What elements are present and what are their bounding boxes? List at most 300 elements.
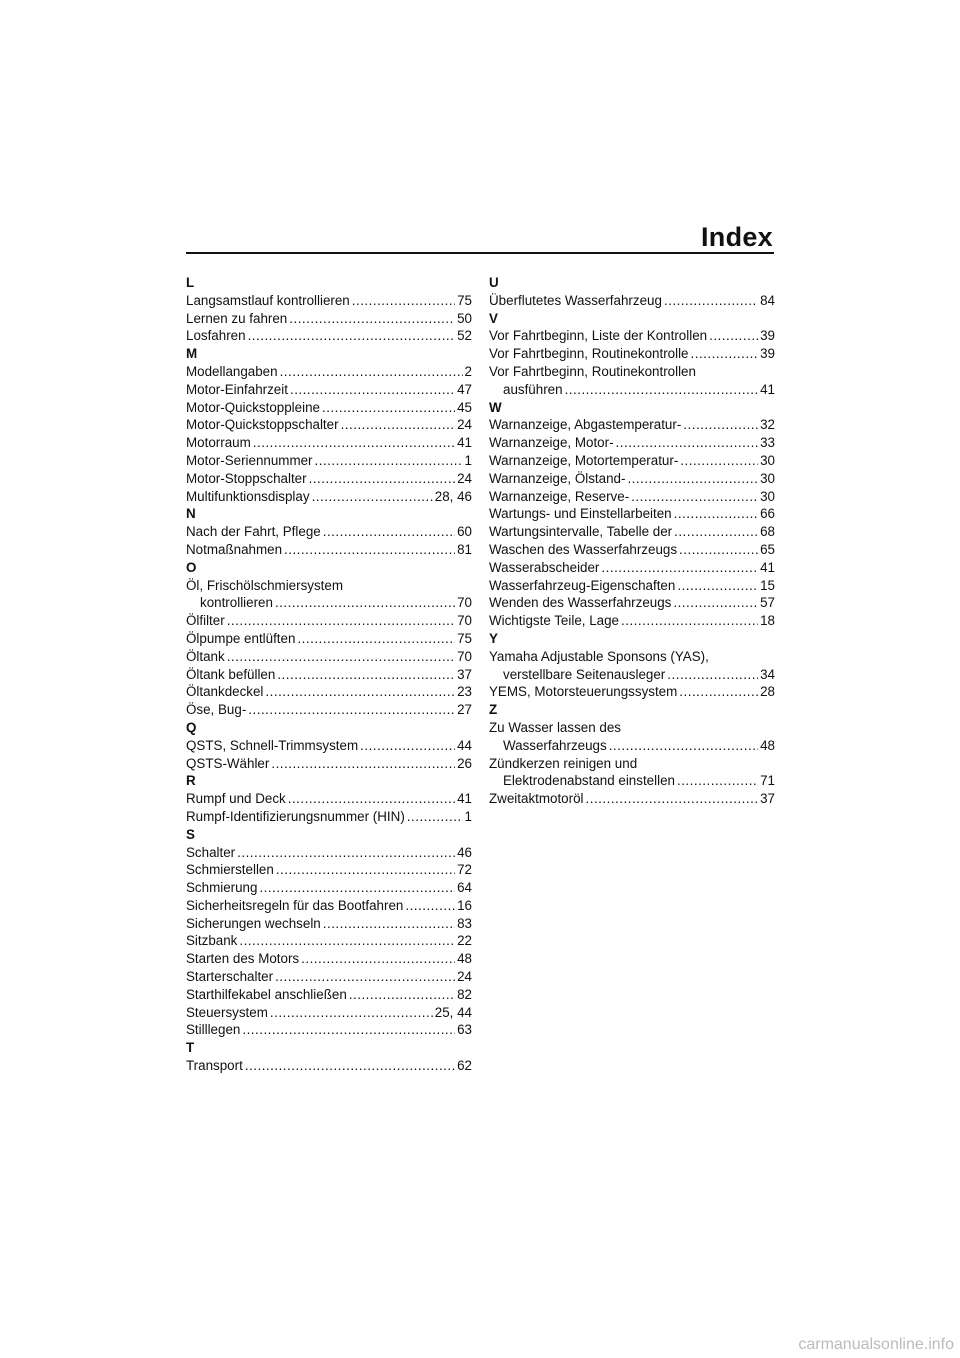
dot-leader (407, 808, 463, 826)
index-entry-line (489, 559, 775, 577)
index-entry-text: Motor-Einfahrzeit (186, 381, 288, 397)
index-page-number: 48 (457, 951, 472, 967)
index-entry (186, 470, 472, 488)
index-entry (489, 327, 775, 345)
index-entry-text: Elektrodenabstand einstellen (503, 773, 675, 789)
dot-leader (679, 541, 758, 559)
index-page-number: 70 (457, 595, 472, 611)
index-entry (186, 612, 472, 630)
index-page-number: 81 (457, 541, 472, 557)
index-entry (489, 523, 775, 541)
index-page-number: 41 (760, 559, 775, 575)
dot-leader (259, 879, 455, 897)
index-entry-text: Öltankdeckel (186, 684, 264, 700)
dot-leader (253, 434, 455, 452)
index-entry (186, 1004, 472, 1022)
index-page-number: 75 (457, 630, 472, 646)
index-page-number: 63 (457, 1022, 472, 1038)
index-page-number: 28 (760, 684, 775, 700)
index-entry-text: Öl, Frischölschmiersystem (186, 577, 343, 593)
index-page-number: 44 (457, 737, 472, 753)
dot-leader (664, 292, 758, 310)
index-entry-text: Motorraum (186, 435, 251, 451)
index-entry-line (186, 1004, 472, 1022)
index-entry-line (489, 505, 775, 523)
index-entry-line (186, 630, 472, 648)
index-entry-line (186, 541, 472, 559)
index-page-number: 57 (760, 595, 775, 611)
index-entry (489, 292, 775, 310)
index-entry-text: Stilllegen (186, 1022, 241, 1038)
dot-leader (679, 683, 758, 701)
index-entry-line (489, 488, 775, 506)
index-entry-line (489, 292, 775, 310)
index-entry-line (489, 666, 775, 684)
index-page-number: 70 (457, 648, 472, 664)
dot-leader (312, 488, 433, 506)
index-page-number: 30 (760, 488, 775, 504)
dot-leader (275, 968, 455, 986)
index-letter-heading: N (186, 506, 196, 522)
index-entry-line (489, 737, 775, 755)
index-entry-text: Losfahren (186, 328, 246, 344)
index-letter-heading: V (489, 310, 498, 326)
index-entry (489, 470, 775, 488)
index-entry (489, 683, 775, 701)
index-entry-line (186, 844, 472, 862)
dot-leader (288, 790, 455, 808)
index-entry-line (489, 327, 775, 345)
index-page-number: 34 (760, 666, 775, 682)
index-page-number: 68 (760, 524, 775, 540)
title-rule (186, 252, 774, 254)
dot-leader (280, 363, 463, 381)
index-entry-text: Wartungs- und Einstellarbeiten (489, 506, 672, 522)
index-entry (186, 1021, 472, 1039)
index-entry-line (489, 363, 775, 381)
index-entry-text: Warnanzeige, Motor- (489, 435, 614, 451)
index-entry (489, 416, 775, 434)
index-entry-line (489, 523, 775, 541)
dot-leader (683, 416, 758, 434)
index-entry-line (489, 434, 775, 452)
index-entry-line (186, 470, 472, 488)
index-page-number: 71 (760, 773, 775, 789)
index-entry (186, 683, 472, 701)
index-entry-line (489, 772, 775, 790)
page-title: Index (700, 222, 773, 252)
index-entry (186, 292, 472, 310)
dot-leader (349, 986, 455, 1004)
index-entry (186, 434, 472, 452)
index-entry (186, 666, 472, 684)
index-entry-line (489, 719, 775, 737)
index-page-number: 46 (457, 844, 472, 860)
index-entry-text: Sicherheitsregeln für das Bootfahren (186, 897, 404, 913)
index-page-number: 75 (457, 292, 472, 308)
index-entry-text: Nach der Fahrt, Pflege (186, 524, 321, 540)
index-entry (186, 915, 472, 933)
index-entry-text: QSTS-Wähler (186, 755, 270, 771)
index-entry-line (186, 950, 472, 968)
index-page-number: 25, 44 (434, 1004, 472, 1020)
index-entry (186, 488, 472, 506)
dot-leader (275, 594, 455, 612)
index-entry-text: Schmierstellen (186, 862, 274, 878)
index-letter-heading: Q (186, 719, 197, 735)
index-entry-text: Warnanzeige, Motortemperatur- (489, 452, 679, 468)
index-letter-heading: W (489, 399, 502, 415)
dot-leader (621, 612, 758, 630)
dot-leader (667, 666, 758, 684)
index-entry (489, 559, 775, 577)
dot-leader (248, 327, 456, 345)
index-entry (186, 701, 472, 719)
index-entry-text: Motor-Stoppschalter (186, 470, 307, 486)
index-entry (186, 808, 472, 826)
index-entry-text: Notmaßnahmen (186, 541, 283, 557)
index-entry-text: Vor Fahrtbeginn, Liste der Kontrollen (489, 328, 708, 344)
index-page-number: 24 (457, 470, 472, 486)
index-entry-text: verstellbare Seitenausleger (503, 666, 666, 682)
index-page-number: 48 (760, 737, 775, 753)
dot-leader (322, 399, 455, 417)
index-entry-text: Vor Fahrtbeginn, Routinekontrollen (489, 363, 696, 379)
index-entry-text: Starterschalter (186, 969, 274, 985)
index-entry-line (186, 612, 472, 630)
index-letter-heading: T (186, 1040, 195, 1056)
dot-leader (248, 701, 455, 719)
index-page-number: 24 (457, 417, 472, 433)
index-entry-line (186, 363, 472, 381)
index-page-number: 16 (457, 897, 472, 913)
dot-leader (277, 666, 455, 684)
index-entry (489, 719, 775, 755)
index-entry-line (489, 612, 775, 630)
index-entry (186, 950, 472, 968)
index-entry-line (489, 541, 775, 559)
index-entry (186, 452, 472, 470)
dot-leader (301, 950, 455, 968)
dot-leader (674, 523, 758, 541)
index-entry (186, 648, 472, 666)
index-entry-line (186, 737, 472, 755)
index-entry-text: Modellangaben (186, 363, 278, 379)
index-entry-line (186, 488, 472, 506)
index-entry-text: Starten des Motors (186, 951, 300, 967)
dot-leader (245, 1057, 455, 1075)
index-entry-line (186, 1057, 472, 1075)
index-entry-text: Wartungsintervalle, Tabelle der (489, 524, 673, 540)
dot-leader (565, 381, 759, 399)
index-entry-line (186, 523, 472, 541)
index-entry-text: Sicherungen wechseln (186, 915, 321, 931)
dot-leader (586, 790, 759, 808)
index-entry (186, 897, 472, 915)
index-entry (186, 381, 472, 399)
index-entry-line (186, 879, 472, 897)
index-page-number: 83 (457, 915, 472, 931)
index-page-number: 37 (760, 791, 775, 807)
index-entry-text: Sitzbank (186, 933, 238, 949)
index-entry-line (186, 327, 472, 345)
index-entry-text: YEMS, Motorsteuerungssystem (489, 684, 678, 700)
dot-leader (674, 505, 758, 523)
index-page-number: 65 (760, 541, 775, 557)
index-entry-line (186, 666, 472, 684)
index-entry (186, 363, 472, 381)
index-page-number: 30 (760, 452, 775, 468)
dot-leader (227, 648, 455, 666)
index-page-number: 66 (760, 506, 775, 522)
index-column-right (489, 274, 775, 808)
index-entry-line (186, 808, 472, 826)
index-entry-text: kontrollieren (200, 595, 273, 611)
index-entry-text: Öltank befüllen (186, 666, 276, 682)
index-page-number: 27 (457, 702, 472, 718)
index-entry-line (186, 861, 472, 879)
index-page-number: 28, 46 (434, 488, 472, 504)
index-entry-line (186, 986, 472, 1004)
index-entry (186, 1057, 472, 1075)
index-entry-line (489, 648, 775, 666)
index-letter-heading: S (186, 826, 195, 842)
index-entry (489, 790, 775, 808)
dot-leader (270, 1004, 433, 1022)
dot-leader (405, 897, 455, 915)
index-entry (489, 434, 775, 452)
index-page-number: 37 (457, 666, 472, 682)
index-page-number: 23 (457, 684, 472, 700)
index-entry (489, 755, 775, 791)
index-entry (186, 861, 472, 879)
index-page-number: 50 (457, 310, 472, 326)
index-entry (186, 968, 472, 986)
index-entry-line (186, 416, 472, 434)
index-letter-heading: Z (489, 702, 498, 718)
index-entry (489, 505, 775, 523)
index-page-number: 18 (760, 613, 775, 629)
dot-leader (239, 932, 455, 950)
index-entry-text: Motor-Quickstoppschalter (186, 417, 339, 433)
index-entry-text: Warnanzeige, Abgastemperatur- (489, 417, 682, 433)
index-entry-text: Starthilfekabel anschließen (186, 986, 347, 1002)
index-entry-line (186, 594, 472, 612)
dot-leader (709, 327, 758, 345)
index-page-number: 64 (457, 880, 472, 896)
index-entry-text: Wenden des Wasserfahrzeugs (489, 595, 672, 611)
dot-leader (323, 915, 455, 933)
index-page-number: 60 (457, 524, 472, 540)
index-entry-line (186, 701, 472, 719)
dot-leader (289, 310, 455, 328)
index-entry-text: Steuersystem (186, 1004, 268, 1020)
index-page-number: 82 (457, 986, 472, 1002)
index-entry-line (489, 790, 775, 808)
dot-leader (290, 381, 455, 399)
index-entry-text: Ölpumpe entlüften (186, 630, 296, 646)
dot-leader (609, 737, 758, 755)
index-entry-line (186, 968, 472, 986)
dot-leader (673, 594, 758, 612)
index-entry (489, 612, 775, 630)
index-entry-text: Langsamstlauf kontrollieren (186, 292, 350, 308)
dot-leader (271, 755, 455, 773)
dot-leader (323, 523, 455, 541)
index-entry-line (489, 577, 775, 595)
index-entry-text: Motor-Seriennummer (186, 452, 313, 468)
index-page-number: 41 (457, 791, 472, 807)
index-page-number: 1 (464, 808, 472, 824)
dot-leader (237, 844, 455, 862)
index-entry-line (489, 416, 775, 434)
dot-leader (360, 737, 455, 755)
dot-leader (276, 861, 455, 879)
dot-leader (227, 612, 455, 630)
index-entry (186, 932, 472, 950)
dot-leader (691, 345, 759, 363)
index-letter-heading: O (186, 559, 197, 575)
index-entry-line (489, 683, 775, 701)
index-entry (186, 541, 472, 559)
index-page-number: 47 (457, 381, 472, 397)
index-entry-line (186, 897, 472, 915)
index-entry-text: Warnanzeige, Reserve- (489, 488, 630, 504)
index-entry-line (186, 434, 472, 452)
index-entry (186, 986, 472, 1004)
index-column-left (186, 274, 472, 1075)
index-entry-text: Wasserabscheider (489, 559, 600, 575)
dot-leader (616, 434, 759, 452)
dot-leader (242, 1021, 455, 1039)
dot-leader (297, 630, 455, 648)
index-page-number: 15 (760, 577, 775, 593)
index-entry (489, 488, 775, 506)
index-page-number: 39 (760, 346, 775, 362)
index-entry-text: Vor Fahrtbeginn, Routinekontrolle (489, 346, 689, 362)
index-page-number: 41 (457, 435, 472, 451)
index-entry-line (489, 755, 775, 773)
index-entry-line (186, 452, 472, 470)
index-entry-text: Multifunktionsdisplay (186, 488, 310, 504)
index-entry-text: Warnanzeige, Ölstand- (489, 470, 626, 486)
index-entry-text: Rumpf-Identifizierungsnummer (HIN) (186, 808, 405, 824)
dot-leader (677, 577, 758, 595)
index-entry-text: Zweitaktmotoröl (489, 791, 584, 807)
index-entry-line (489, 381, 775, 399)
index-entry-line (186, 381, 472, 399)
index-entry-text: Öse, Bug- (186, 702, 247, 718)
footer-watermark: carmanualsonline.info (798, 1336, 954, 1353)
index-entry-line (186, 1021, 472, 1039)
dot-leader (309, 470, 456, 488)
index-page-number: 24 (457, 969, 472, 985)
index-entry (489, 541, 775, 559)
index-entry (186, 844, 472, 862)
index-entry-text: QSTS, Schnell-Trimmsystem (186, 737, 359, 753)
index-entry-text: Transport (186, 1058, 243, 1074)
dot-leader (631, 488, 758, 506)
index-entry (489, 577, 775, 595)
index-entry (489, 452, 775, 470)
index-page-number: 72 (457, 862, 472, 878)
index-entry-text: Rumpf und Deck (186, 791, 286, 807)
index-page-number: 84 (760, 292, 775, 308)
index-entry-text: ausführen (503, 381, 563, 397)
index-page-number: 62 (457, 1058, 472, 1074)
index-page-number: 32 (760, 417, 775, 433)
index-entry-text: Schalter (186, 844, 236, 860)
index-entry-line (489, 345, 775, 363)
index-entry (186, 879, 472, 897)
dot-leader (315, 452, 463, 470)
index-entry-line (186, 310, 472, 328)
index-entry (186, 790, 472, 808)
index-entry (489, 345, 775, 363)
index-page-number: 45 (457, 399, 472, 415)
index-entry-line (489, 452, 775, 470)
index-entry (186, 755, 472, 773)
index-letter-heading: M (186, 346, 198, 362)
index-page-number: 1 (464, 452, 472, 468)
index-page-number: 70 (457, 613, 472, 629)
index-entry-text: Überflutetes Wasserfahrzeug (489, 292, 662, 308)
index-entry-text: Zu Wasser lassen des (489, 719, 621, 735)
index-entry-line (186, 932, 472, 950)
index-entry-line (186, 648, 472, 666)
dot-leader (352, 292, 455, 310)
index-entry-text: Motor-Quickstoppleine (186, 399, 320, 415)
index-entry-text: Wasserfahrzeug-Eigenschaften (489, 577, 676, 593)
dot-leader (627, 470, 758, 488)
index-entry-line (186, 755, 472, 773)
index-entry-text: Ölfilter (186, 613, 225, 629)
index-entry (489, 594, 775, 612)
index-entry (186, 577, 472, 613)
index-entry-text: Wasserfahrzeugs (503, 737, 607, 753)
index-entry-text: Zündkerzen reinigen und (489, 755, 638, 771)
index-entry (186, 630, 472, 648)
index-entry-line (186, 683, 472, 701)
index-entry-text: Waschen des Wasserfahrzeugs (489, 541, 678, 557)
index-entry (186, 416, 472, 434)
index-entry (489, 363, 775, 399)
index-entry-text: Öltank (186, 648, 225, 664)
index-entry-text: Yamaha Adjustable Sponsons (YAS), (489, 648, 709, 664)
index-page-number: 26 (457, 755, 472, 771)
index-page-number: 30 (760, 470, 775, 486)
dot-leader (680, 452, 758, 470)
index-entry-line (186, 915, 472, 933)
index-letter-heading: L (186, 275, 195, 290)
dot-leader (677, 772, 758, 790)
index-page-number: 41 (760, 381, 775, 397)
dot-leader (601, 559, 758, 577)
dot-leader (284, 541, 455, 559)
index-entry-text: Wichtigste Teile, Lage (489, 613, 620, 629)
index-entry (186, 399, 472, 417)
index-page-number: 2 (464, 363, 472, 379)
index-entry (489, 648, 775, 684)
index-entry-text: Schmierung (186, 880, 258, 896)
index-entry (186, 523, 472, 541)
index-entry-line (186, 292, 472, 310)
index-entry-text: Lernen zu fahren (186, 310, 288, 326)
index-entry-line (186, 399, 472, 417)
index-page-number: 33 (760, 435, 775, 451)
index-letter-heading: Y (489, 630, 498, 646)
index-entry (186, 737, 472, 755)
